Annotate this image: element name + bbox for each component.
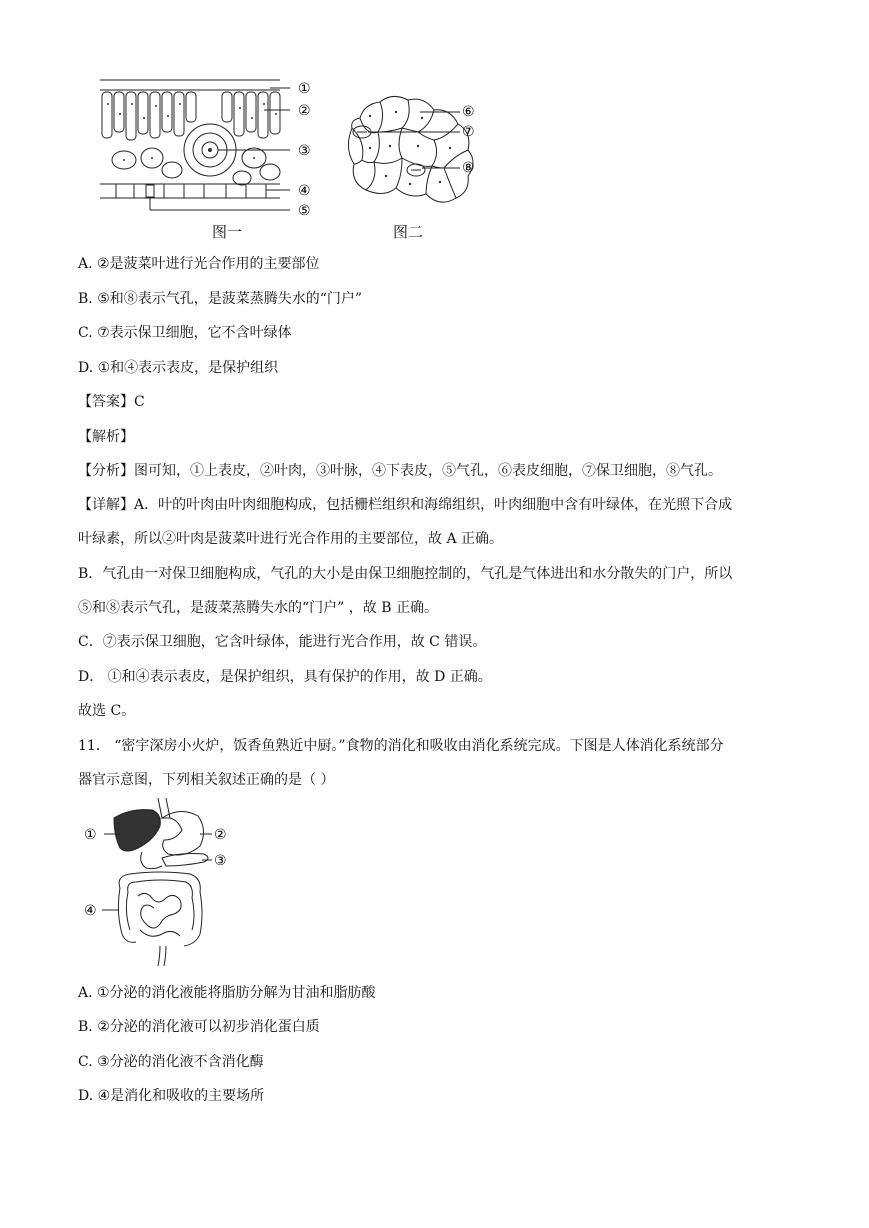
q10-option-d: D. ①和④表示表皮，是保护组织 <box>78 360 279 376</box>
q10-detail-line-3: B．气孔由一对保卫细胞构成，气孔的大小是由保卫细胞控制的，气孔是气体进出和水分散失的门户，所以 <box>78 566 733 582</box>
figure2-caption: 图二 <box>393 223 424 241</box>
marker-7: ⑦ <box>462 124 475 140</box>
q11-option-b: B. ②分泌的消化液可以初步消化蛋白质 <box>78 1019 320 1035</box>
marker-5: ⑤ <box>298 203 311 219</box>
q10-detail-line-4: ⑤和⑧表示气孔，是菠菜蒸腾失水的“门户” ，故 B 正确。 <box>78 600 438 616</box>
q11-marker-3: ③ <box>214 853 227 869</box>
marker-6: ⑥ <box>462 104 475 120</box>
q10-conclusion: 故选 C。 <box>78 703 136 719</box>
q11-stem-line-1: 11． “密宇深房小火炉，饭香鱼熟近中厨。”食物的消化和吸收由消化系统完成。下图是人体消化系统部分 <box>78 738 724 754</box>
digestive-system-figure <box>80 796 240 968</box>
q10-option-b: B. ⑤和⑧表示气孔，是菠菜蒸腾失水的“门户” <box>78 291 363 307</box>
q10-detail-line-5: C．⑦表示保卫细胞，它含叶绿体，能进行光合作用，故 C 错误。 <box>78 634 487 650</box>
q10-option-a: A. ②是菠菜叶进行光合作用的主要部位 <box>78 256 320 272</box>
q10-detail-line-1: 【详解】A．叶的叶肉由叶肉细胞构成，包括栅栏组织和海绵组织，叶肉细胞中含有叶绿体，在光照下合成 <box>78 497 733 513</box>
q10-answer: 【答案】C <box>78 394 145 410</box>
marker-4: ④ <box>298 183 311 199</box>
q11-marker-1: ① <box>84 827 97 843</box>
q10-analysis: 【分析】图可知，①上表皮，②叶肉，③叶脉，④下表皮，⑤气孔，⑥表皮细胞，⑦保卫细胞，⑧气孔。 <box>78 463 722 479</box>
q11-stem-line-2: 器官示意图，下列相关叙述正确的是（ ） <box>78 772 335 788</box>
q11-option-a: A. ①分泌的消化液能将脂肪分解为甘油和脂肪酸 <box>78 985 376 1001</box>
q10-option-c: C. ⑦表示保卫细胞，它不含叶绿体 <box>78 325 292 341</box>
marker-8: ⑧ <box>462 160 475 176</box>
marker-1: ① <box>298 81 311 97</box>
q11-option-c: C. ③分泌的消化液不含消化酶 <box>78 1054 264 1070</box>
leaf-cross-section-figure <box>94 74 324 220</box>
q10-detail-line-2: 叶绿素，所以②叶肉是菠菜叶进行光合作用的主要部位，故 A 正确。 <box>78 531 504 547</box>
q10-detail-line-6: D． ①和④表示表皮，是保护组织，具有保护的作用，故 D 正确。 <box>78 669 492 685</box>
q11-marker-4: ④ <box>84 903 97 919</box>
figure1-caption: 图一 <box>212 223 243 241</box>
q10-analysis-heading: 【解析】 <box>78 429 134 445</box>
marker-3: ③ <box>298 143 311 159</box>
epidermis-surface-figure <box>340 88 490 218</box>
marker-2: ② <box>298 103 311 119</box>
q11-marker-2: ② <box>214 827 227 843</box>
q11-option-d: D. ④是消化和吸收的主要场所 <box>78 1088 265 1104</box>
